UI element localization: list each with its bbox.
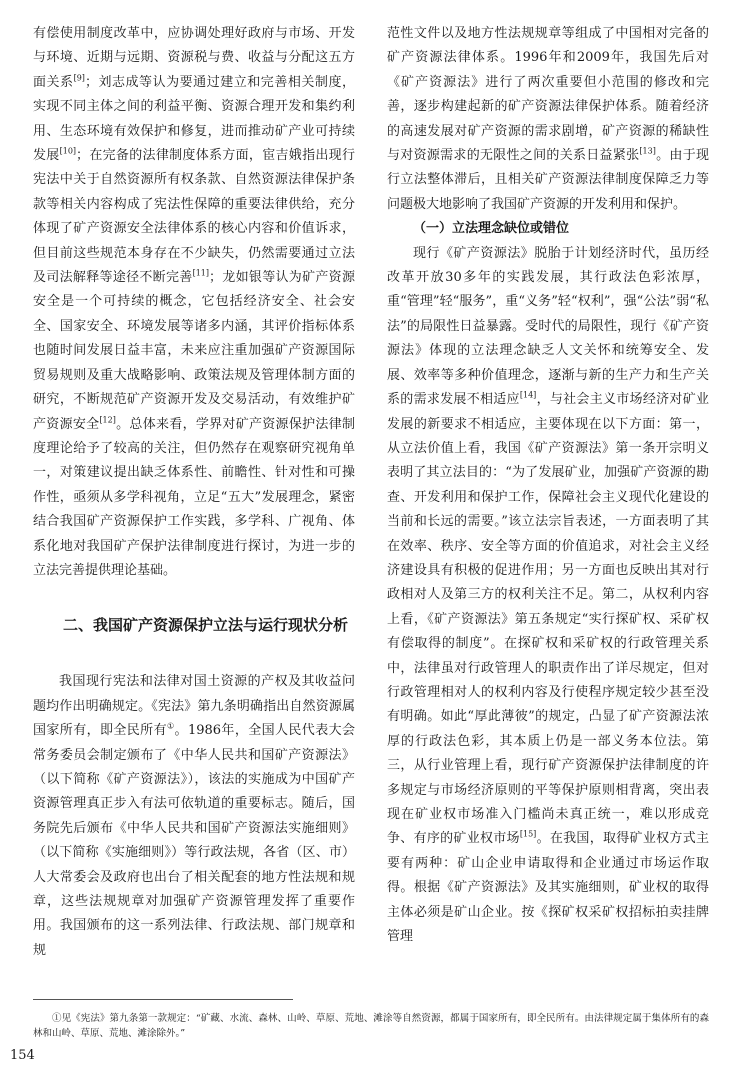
text-run: 。在我国，取得矿业权方式主要有两种：矿山企业申请取得和企业通过市场运作取得。根据《矿产资源法》及其实施细则，矿业权的取得主体必须是矿山企业。按《探矿权采矿权招标拍卖挂牌管理 [387, 831, 709, 945]
footnote-divider [33, 999, 293, 1000]
right-column [387, 22, 709, 949]
text-run: 。由于现行立法整体滞后，且相关矿产资源法律制度保障乏力等问题极大地影响了我国矿产资源的开发利用和保护。 [387, 148, 709, 212]
text-run: 范性文件以及地方性法规规章等组成了中国相对完备的矿产资源法律体系。1996年和2009年，我国先后对《矿产资源法》进行了两次重要但小范围的修改和完善，逐步构建起新的矿产资源法律保护体系。随着经济的高速发展对矿产资源的需求剧增，矿产资源的稀缺性与对资源需求的无限性之间的关系日益紧张 [387, 26, 709, 164]
subsection-heading: （一）立法理念缺位或错位 [413, 221, 570, 237]
text-run: ；在完备的法律制度体系方面，宦吉娥指出现行宪法中关于自然资源所有权条款、自然资源法律保护条款等相关内容构成了宪法性保障的重要法律供给，充分体现了矿产资源安全法律体系的核心内容和价值诉求，但目前这些规范本身存在不少缺失，仍然需要通过立法及司法解释等途径不断完善 [33, 148, 355, 286]
text-run: ；刘志成等认为要通过建立和完善相关制度，实现不同主体之间的利益平衡、资源合理开发和集约利用、生态环境有效保护和修复，进而推动矿产业可持续发展 [33, 74, 355, 164]
text-run: 我国现行宪法和法律对国土资源的产权及其收益问题均作出明确规定。《宪法》第九条明确指出自然资源属国家所有，即全民所有 [33, 674, 355, 739]
text-run: ；龙如银等认为矿产资源安全是一个可持续的概念，它包括经济安全、社会安全、国家安全、环境发展等诸多内涵，其评价指标体系也随时间发展日益丰富，未来应注重加强矿产资源国际贸易规则及重大战略影响、政策法规及管理体制方面的研究，不断规范矿产资源开发及交易活动，有效维护矿产资源安全 [33, 270, 355, 432]
paragraph-legal-system [387, 22, 709, 217]
section-heading: 二、我国矿产资源保护立法与运行现状分析 [63, 616, 349, 635]
citation-ref: [13] [639, 146, 656, 156]
text-run: ，与社会主义市场经济对矿业发展的新要求不相适应，主要体现在以下方面：第一，从立法价值上看，我国《矿产资源法》第一条开宗明义表明了其立法目的：“为了发展矿业，加强矿产资源的勘查、开发利用和保护工作，保障社会主义现代化建设的当前和长远的需要。”该立法宗旨表述，一方面表明了其在效率、秩序、安全等方面的价值追求，对社会主义经济建设具有积极的促进作用；另一方面也反映出其对行政相对人及第三方的权利关注不足。第二，从权利内容上看，《矿产资源法》第五条规定“实行探矿权、采矿权有偿取得的制度”。在探矿权和采矿权的行政管理关系中，法律虽对行政管理人的职责作出了详尽规定，但对行政管理相对人的权利内容及行使程序规定较少甚至没有明确。如此“厚此薄彼”的规定，凸显了矿产资源法浓厚的行政法色彩，其本质上仍是一部义务本位法。第三，从行业管理上看，现行矿产资源保护法律制度的许多规定与市场经济原则的平等保护原则相背离，突出表现在矿业权市场准入门槛尚未真正统一，难以形成竞争、有序的矿业权市场 [387, 392, 709, 847]
text-run: 。1986年，全国人民代表大会常务委员会制定颁布了《中华人民共和国矿产资源法》（以下简称《矿产资源法》），该法的实施成为中国矿产资源管理真正步入有法可依轨道的重要标志。随后，国务院先后颁布《中华人民共和国矿产资源法实施细则》（以下简称《实施细则》）等行政法规，各省（区、市）人大常委会及政府也出台了相关配套的地方性法规和规章，这些法规规章对加强矿产资源管理发挥了重要作用。我国颁布的这一系列法律、行政法规、部门规章和规 [33, 723, 355, 958]
citation-ref: [14] [519, 390, 537, 400]
text-run: 现行《矿产资源法》脱胎于计划经济时代，虽历经改革开放30多年的实践发展，其行政法色彩浓厚，重“管理”轻“服务”，重“义务”轻“权利”，强“公法”弱“私法”的局限性日益暴露。受时代的局限性，现行《矿产资源法》体现的立法理念缺乏人文关怀和统筹安全、发展、效率等多种价值理念，逐渐与新的生产力和生产关系的需求发展不相适应 [387, 245, 709, 408]
text-run: 。总体来看，学界对矿产资源保护法律制度理论给予了较高的关注，但仍然存在观察研究视角单一，对策建议提出缺乏体系性、前瞻性、针对性和可操作性，亟须从多学科视角，立足“五大”发展理念，紧密结合我国矿产资源保护工作实践，多学科、广视角、体系化地对我国矿产保护法律制度进行探讨，为进一步的立法完善提供理论基础。 [33, 416, 355, 578]
citation-ref: [15] [519, 830, 537, 840]
citation-ref: [9] [73, 73, 85, 83]
citation-ref: [12] [99, 415, 116, 425]
footnote-ref: ① [166, 721, 175, 731]
text-run: 有偿使用制度改革中，应协调处理好政府与市场、开发与环境、近期与远期、资源税与费、收益与分配这五方面关系 [33, 26, 355, 90]
page-number: 154 [10, 1048, 35, 1063]
paragraph-legislative-concept [387, 242, 709, 950]
citation-ref: [11] [192, 268, 209, 278]
left-column [33, 22, 355, 963]
footnote: ①见《宪法》第九条第一款规定：“矿藏、水流、森林、山岭、草原、荒地、滩涂等自然资源，都属于国家所有，即全民所有。由法律规定属于集体所有的森林和山岭、草原、荒地、滩涂除外。” [33, 1013, 709, 1039]
paragraph-literature-review [33, 22, 355, 583]
paragraph-legal-framework [33, 670, 355, 963]
citation-ref: [10] [59, 146, 77, 156]
